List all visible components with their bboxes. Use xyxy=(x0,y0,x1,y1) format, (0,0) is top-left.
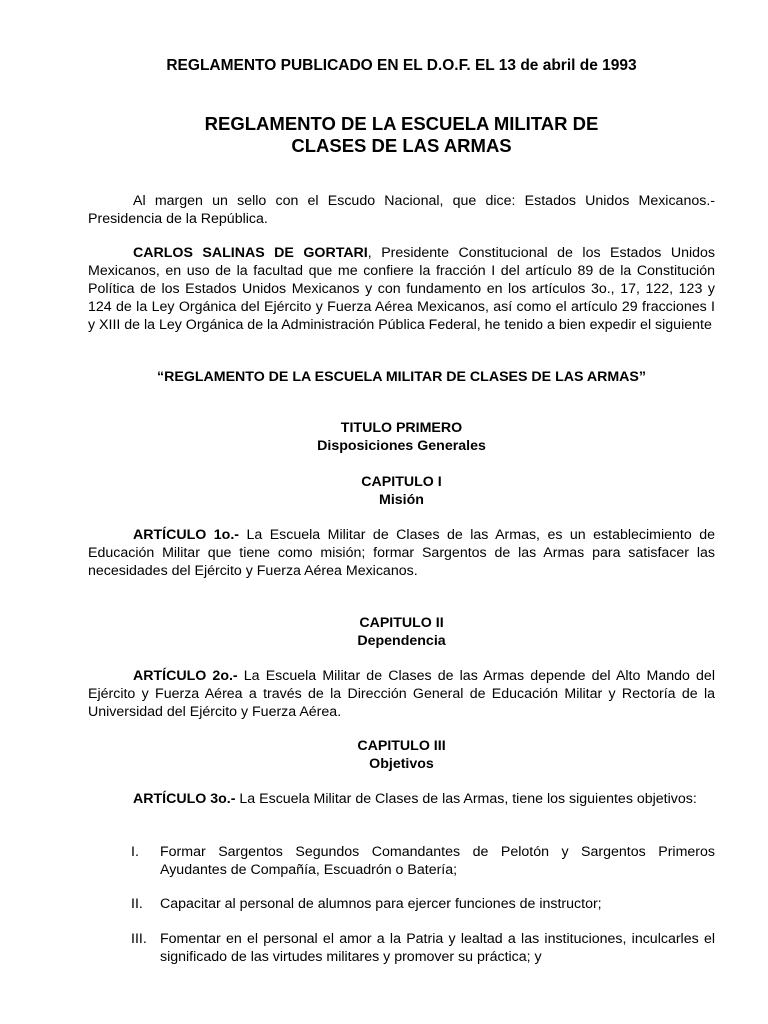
objective-number: I. xyxy=(131,844,139,860)
quoted-regulation-title: “REGLAMENTO DE LA ESCUELA MILITAR DE CLASES DE LAS ARMAS” xyxy=(157,369,646,385)
article-3 xyxy=(88,790,715,808)
chapter-name: Dependencia xyxy=(357,632,446,649)
objective-text: Fomentar en el personal el amor a la Patria y lealtad a las instituciones, inculcarles el significado de las virtudes militares y promover su práctica; y xyxy=(160,931,715,965)
article-text: La Escuela Militar de Clases de las Armas depende del Alto Mando del Ejército y Fuerza Aérea a través de la Dirección General de Educación Militar y Rectoría de la Universidad del Ejército y Fuerza Aérea. xyxy=(88,668,715,720)
objective-item xyxy=(0,895,768,917)
seal-paragraph xyxy=(88,192,715,228)
chapter-label: CAPITULO I xyxy=(361,474,442,490)
president-name: CARLOS SALINAS DE GORTARI xyxy=(133,245,368,261)
article-2 xyxy=(88,667,715,721)
chapter-name: Objetivos xyxy=(369,755,434,772)
titulo-heading xyxy=(88,420,715,455)
president-paragraph xyxy=(88,244,715,334)
objective-number: II. xyxy=(131,896,143,912)
article-label: ARTÍCULO 2o.- xyxy=(133,668,238,684)
chapter-1-heading xyxy=(88,474,715,509)
document-title xyxy=(88,113,715,157)
title-line-1: REGLAMENTO DE LA ESCUELA MILITAR DE xyxy=(204,113,599,134)
article-text: La Escuela Militar de Clases de las Armas, tiene los siguientes objetivos: xyxy=(235,791,697,807)
chapter-name: Misión xyxy=(379,491,424,508)
objective-text: Formar Sargentos Segundos Comandantes de Pelotón y Sargentos Primeros Ayudantes de Compañía, Escuadrón o Batería; xyxy=(160,844,715,878)
chapter-label: CAPITULO II xyxy=(359,615,444,631)
article-1 xyxy=(88,526,715,580)
chapter-label: CAPITULO III xyxy=(357,738,446,754)
objective-text: Capacitar al personal de alumnos para ejercer funciones de instructor; xyxy=(160,896,602,912)
chapter-3-heading xyxy=(88,738,715,773)
chapter-2-heading xyxy=(88,615,715,650)
president-text: , Presidente Constitucional de los Estados Unidos Mexicanos, en uso de la facultad que me confiere la fracción I del artículo 89 de la Constitución Política de los Estados Unidos Mexicanos y con fundamento en los artículos 3o., 17, 122, 123 y 124 de la Ley Orgánica del Ejército y Fuerza Aérea Mexicanos, así como el artículo 29 fracciones I y XIII de la Ley Orgánica de la Administración Pública Federal, he tenido a bien expedir el siguiente xyxy=(88,245,715,333)
article-label: ARTÍCULO 3o.- xyxy=(133,791,236,807)
article-label: ARTÍCULO 1o.- xyxy=(133,527,239,543)
objective-item xyxy=(0,930,768,970)
title-line-2: CLASES DE LAS ARMAS xyxy=(291,135,512,156)
seal-text: Al margen un sello con el Escudo Nacional, que dice: Estados Unidos Mexicanos.- Presidencia de la República. xyxy=(88,193,715,227)
objective-item xyxy=(0,843,768,883)
article-text: La Escuela Militar de Clases de las Armas, es un establecimiento de Educación Militar que tiene como misión; formar Sargentos de las Armas para satisfacer las necesidades del Ejército y Fuerza Aérea Mexicanos. xyxy=(88,527,715,579)
publication-header: REGLAMENTO PUBLICADO EN EL D.O.F. EL 13 de abril de 1993 xyxy=(166,57,637,74)
objective-number: III. xyxy=(131,931,147,947)
titulo-name: Disposiciones Generales xyxy=(317,437,486,454)
titulo-label: TITULO PRIMERO xyxy=(340,420,463,436)
